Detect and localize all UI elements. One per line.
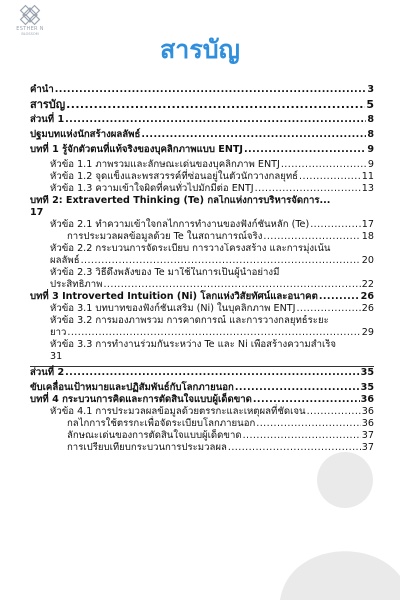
toc-page-number: 13 xyxy=(361,183,374,194)
toc-page-number: 36 xyxy=(361,406,374,417)
toc-page-number: 8 xyxy=(367,129,374,140)
toc-page-number: 18 xyxy=(361,231,374,242)
toc-entry[interactable] xyxy=(30,367,374,379)
toc-page-number: 35 xyxy=(360,367,374,378)
toc-entry-title: ปฐมบทแห่งนักสร้างผลลัพธ์ xyxy=(30,129,141,140)
toc-entry-title: ลักษณะเด่นของการตัดสินใจแบบผู้เด็ดขาด xyxy=(67,430,242,441)
toc-entry-title: หัวข้อ 1.2 จุดแข็งและพรสวรรค์ที่ซ่อนอยู่ในตัวนักวางกลยุทธ์ xyxy=(50,171,299,182)
lotus-logo-icon xyxy=(19,4,41,26)
dot-leader xyxy=(103,279,360,291)
toc-entry[interactable] xyxy=(30,382,374,394)
toc-page-number: 22 xyxy=(361,279,374,290)
toc-entry[interactable] xyxy=(30,430,374,442)
toc-entry[interactable] xyxy=(30,84,374,96)
toc-entry-title: หัวข้อ 1.3 ความเข้าใจผิดที่คนทั่วไปมักมีต่อ ENTJ xyxy=(50,183,254,194)
toc-page-number: 8 xyxy=(367,114,374,125)
dot-leader xyxy=(65,114,366,126)
dot-leader xyxy=(243,430,361,442)
dot-leader xyxy=(319,291,360,303)
toc-entry[interactable] xyxy=(30,183,374,195)
toc-page-number: 11 xyxy=(361,171,374,182)
toc-entry-title: หัวข้อ 3.1 บทบาทของฟังก์ชันเสริม (Ni) ในบุคลิกภาพ ENTJ xyxy=(50,303,296,314)
toc-entry[interactable] xyxy=(30,99,374,111)
dot-leader xyxy=(310,219,361,231)
toc-page-number: 37 xyxy=(361,430,374,441)
toc-entry-title: ขับเคลื่อนเป้าหมายและปฏิสัมพันธ์กับโลกภายนอก xyxy=(30,382,234,393)
toc-entry[interactable] xyxy=(30,394,374,406)
toc-entry[interactable] xyxy=(30,267,374,291)
toc-page-number: 35 xyxy=(360,382,374,393)
dot-leader xyxy=(263,231,360,243)
toc-entry[interactable] xyxy=(30,303,374,315)
toc-page-number: 17 xyxy=(361,219,374,230)
toc-entry[interactable] xyxy=(30,219,374,231)
table-of-contents xyxy=(30,84,374,454)
toc-entry-title: หัวข้อ 2.3 วิธีดึงพลังของ Te มาใช้ในการเป็นผู้นำอย่างมี xyxy=(50,267,280,278)
toc-page-number: 37 xyxy=(361,442,374,453)
toc-page-number: 26 xyxy=(361,303,374,314)
dot-leader xyxy=(307,406,361,418)
toc-page-number: 29 xyxy=(361,327,374,338)
toc-entry-title: บทที่ 3 Introverted Intuition (Ni) โลกแห่งวิสัยทัศน์และอนาคต xyxy=(30,291,318,302)
logo-sub: BLOSSOM xyxy=(21,32,39,36)
toc-entry-title: หัวข้อ 3.3 การทำงานร่วมกันระหว่าง Te และ Ni เพื่อสร้างความสำเร็จ xyxy=(50,339,337,350)
toc-entry[interactable] xyxy=(30,171,374,183)
toc-entry[interactable] xyxy=(30,144,374,156)
toc-page-number: 5 xyxy=(366,98,374,111)
logo-name: ESTHER N xyxy=(16,26,44,32)
dot-leader xyxy=(299,171,361,183)
toc-entry-title: ส่วนที่ 1 xyxy=(30,114,65,125)
dot-leader xyxy=(65,367,360,379)
toc-entry-title: ส่วนที่ 2 xyxy=(30,367,65,378)
toc-entry[interactable] xyxy=(30,291,374,303)
page-title: สารบัญ xyxy=(160,35,240,64)
toc-entry-title: กลไกการใช้ตรรกะเพื่อจัดระเบียบโลกภายนอก xyxy=(67,418,256,429)
dot-leader xyxy=(253,394,360,406)
dot-leader xyxy=(228,442,361,454)
toc-page-number: 3 xyxy=(367,84,374,95)
toc-entry-title: ยาว xyxy=(50,327,67,338)
toc-entry-title: บทที่ 2: Extraverted Thinking (Te) กลไกแห่งการบริหารจัดการ... xyxy=(30,195,331,206)
toc-entry-title: ผลลัพธ์ xyxy=(50,255,80,266)
toc-entry-title: ประสิทธิภาพ xyxy=(50,279,103,290)
toc-entry[interactable] xyxy=(30,406,374,418)
dot-leader xyxy=(255,183,361,195)
dot-leader xyxy=(81,255,361,267)
dot-leader xyxy=(244,144,366,156)
toc-entry-title: หัวข้อ 4.1 การประมวลผลข้อมูลด้วยตรรกะและเหตุผลที่ชัดเจน xyxy=(50,406,306,417)
toc-entry[interactable] xyxy=(30,231,374,243)
toc-entry-title: บทที่ 4 กระบวนการคิดและการตัดสินใจแบบผู้เด็ดขาด xyxy=(30,394,252,405)
dot-leader xyxy=(281,159,367,171)
dot-leader xyxy=(66,99,365,111)
toc-entry-title: หัวข้อ 2.2 กระบวนการจัดระเบียบ การวางโครงสร้าง และการมุ่งเน้น xyxy=(50,243,331,254)
toc-page-number: 20 xyxy=(361,255,374,266)
toc-entry-title: หัวข้อ 3.2 การมองภาพรวม การคาดการณ์ และการวางกลยุทธ์ระยะ xyxy=(50,315,329,326)
toc-entry[interactable] xyxy=(30,315,374,339)
toc-entry[interactable] xyxy=(30,339,374,363)
toc-entry-title: สารบัญ xyxy=(30,98,66,111)
toc-entry-title: บทที่ 1 รู้จักตัวตนที่แท้จริงของบุคลิกภาพแบบ ENTJ xyxy=(30,144,244,155)
watermark-figure-icon xyxy=(250,440,400,600)
dot-leader xyxy=(55,84,367,96)
toc-page-number: 31 xyxy=(50,351,63,362)
toc-entry[interactable] xyxy=(30,418,374,430)
dot-leader xyxy=(67,327,360,339)
dot-leader xyxy=(296,303,360,315)
toc-entry[interactable] xyxy=(30,159,374,171)
dot-leader xyxy=(141,129,366,141)
toc-page-number: 9 xyxy=(367,144,374,155)
toc-page-number: 36 xyxy=(361,418,374,429)
toc-entry-title: การเปรียบเทียบกระบวนการประมวลผล xyxy=(67,442,227,453)
toc-entry[interactable] xyxy=(30,129,374,141)
dot-leader xyxy=(256,418,361,430)
toc-page-number: 9 xyxy=(367,159,374,170)
toc-entry[interactable] xyxy=(30,442,374,454)
toc-entry[interactable] xyxy=(30,195,374,219)
toc-entry-title: หัวข้อ 1.1 ภาพรวมและลักษณะเด่นของบุคลิกภาพ ENTJ xyxy=(50,159,280,170)
toc-page-number: 17 xyxy=(30,207,44,218)
toc-entry-title: หัวข้อ 2.1 ทำความเข้าใจกลไกการทำงานของฟังก์ชันหลัก (Te) xyxy=(50,219,310,230)
dot-leader xyxy=(235,382,360,394)
toc-entry[interactable] xyxy=(30,114,374,126)
toc-entry-title: คำนำ xyxy=(30,84,54,95)
toc-page-number: 26 xyxy=(360,291,374,302)
toc-page-number: 36 xyxy=(360,394,374,405)
toc-entry[interactable] xyxy=(30,243,374,267)
toc-entry-title: การประมวลผลข้อมูลด้วย Te ในสถานการณ์จริง xyxy=(67,231,263,242)
